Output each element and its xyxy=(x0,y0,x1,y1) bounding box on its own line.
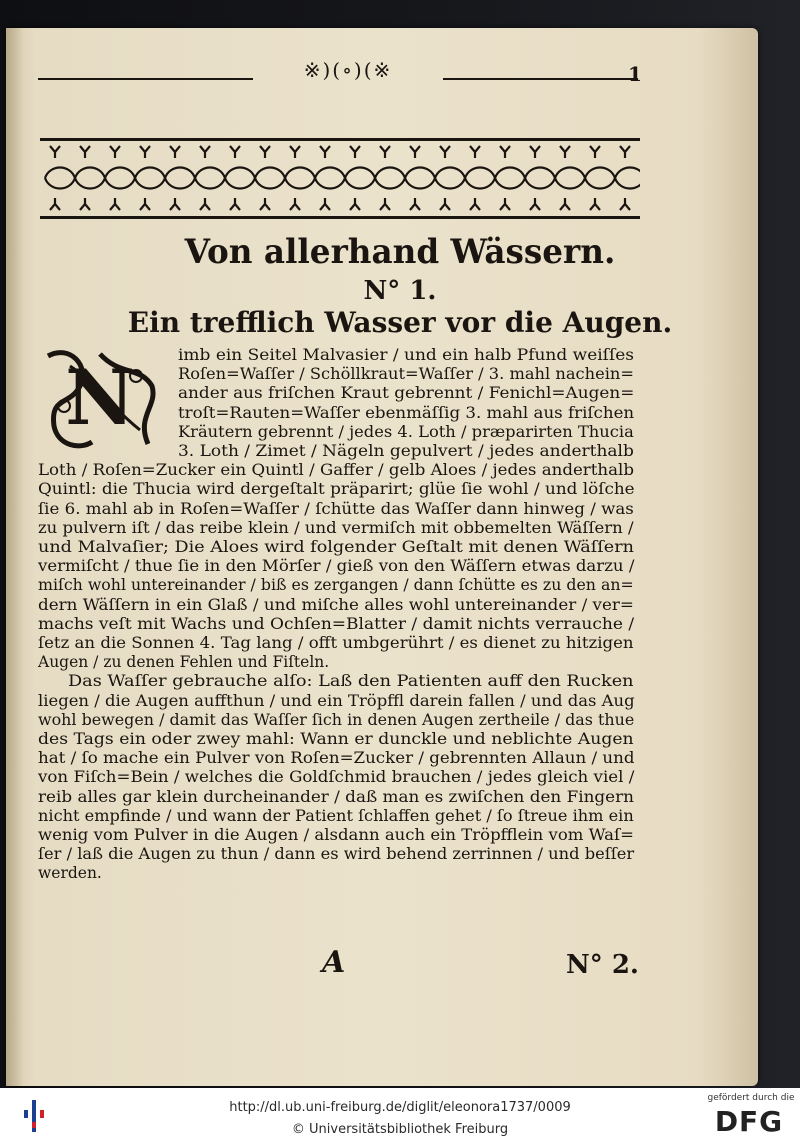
body-line: ſie 6. mahl ab in Roſen=Waſſer / ſchütte das Waſſer dann hinweg / was xyxy=(38,499,634,518)
body-line: werden. xyxy=(38,864,102,883)
dfg-logo: DFG xyxy=(714,1105,784,1138)
recipe-number: N° 1. xyxy=(363,276,437,306)
body-line: imb ein Seitel Malvasier / und ein halb Pfund weiſſes xyxy=(178,346,635,364)
headband-ornament: ※)(∘)(※ xyxy=(303,58,393,82)
body-line: miſch wohl untereinander / biß es zergangen / dann ſchütte es zu den an= xyxy=(38,576,634,595)
body-line: Quintl: die Thucia wird dergeſtalt präparirt; glüe ſie wohl / und löſche xyxy=(38,480,635,499)
body-line: zu pulvern iſt / das reibe klein / und vermiſch mit obbemelten Wäſſern / xyxy=(38,518,634,537)
body-line: Kräutern gebrennt / jedes 4. Loth / præparirten Thucia xyxy=(178,422,634,441)
body-line: von Fiſch=Bein / welches die Goldſchmid brauchen / jedes gleich viel / xyxy=(38,768,635,787)
body-line: ander aus friſchen Kraut gebrennt / Fenichl=Augen= xyxy=(178,384,635,403)
body-line: Augen / zu denen Fehlen und Fiſteln. xyxy=(38,653,330,672)
permalink[interactable]: http://dl.ub.uni-freiburg.de/diglit/eleonora1737/0009 xyxy=(229,1100,571,1115)
body-line: hat / ſo mache ein Pulver von Roſen=Zucker / gebrennten Allaun / und xyxy=(38,749,635,768)
body-line: wohl bewegen / damit das Waſſer ſich in denen Augen zertheile / das thue xyxy=(38,710,635,729)
body-line: ſer / laß die Augen zu thun / dann es wird behend zerrinnen / und beſſer xyxy=(38,845,635,864)
body-line: vermiſcht / thue ſie in den Mörſer / gieß von den Wäſſern etwas darzu / xyxy=(38,557,635,576)
body-line: troſt=Rauten=Waſſer ebenmäſſig 3. mahl aus friſchen xyxy=(178,403,635,422)
body-line: Das Waſſer gebrauche alſo: Laß den Patienten auff den Rucken xyxy=(68,672,634,691)
body-line: wenig vom Pulver in die Augen / alsdann auch ein Tröpfflein vom Waſ= xyxy=(38,826,634,844)
body-line: Loth / Roſen=Zucker ein Quintl / Gaffer / gelb Aloes / jedes anderthalb xyxy=(38,461,634,480)
body-line: reib alles gar klein durcheinander / daß man es zwiſchen den Fingern xyxy=(38,787,634,806)
initial-letter: N xyxy=(65,353,135,442)
body-line: liegen / die Augen auffthun / und ein Tröpffl darein fallen / und das Aug xyxy=(38,691,635,710)
signature-mark: A xyxy=(322,945,346,980)
body-line: nicht empfinde / und wann der Patient ſchlaffen gehet / ſo ſtreue ihm ein xyxy=(38,806,634,825)
body-line: dern Wäſſern in ein Glaß / und miſche alles wohl untereinander / ver= xyxy=(38,595,634,614)
body-line: des Tags ein oder zwey mahl: Wann er dunckle und neblichte Augen xyxy=(38,730,634,748)
catchword: N° 2. xyxy=(566,950,639,980)
recipe-title: Ein trefflich Wasser vor die Augen. xyxy=(127,306,673,339)
body-line: und Malvaſier; Die Aloes wird folgender Geſtalt mit denen Wäſſern xyxy=(38,538,634,556)
body-line: ſetz an die Sonnen 4. Tag lang / offt umbgerührt / es dienet zu hitzigen xyxy=(38,634,634,652)
funder-note: gefördert durch die xyxy=(707,1093,795,1103)
body-line: Roſen=Waſſer / Schöllkraut=Waſſer / 3. mahl nachein= xyxy=(178,365,634,384)
copyright: © Universitätsbibliothek Freiburg xyxy=(291,1122,509,1137)
body-line: 3. Loth / Zimet / Nägeln gepulvert / jedes anderthalb xyxy=(178,442,634,460)
section-title: Von allerhand Wässern. xyxy=(184,232,616,272)
page-number: 1 xyxy=(628,62,642,86)
viewer-footer xyxy=(0,1088,800,1145)
body-line: machs veſt mit Wachs und Ochſen=Blatter / damit nichts verrauche / xyxy=(38,614,635,633)
